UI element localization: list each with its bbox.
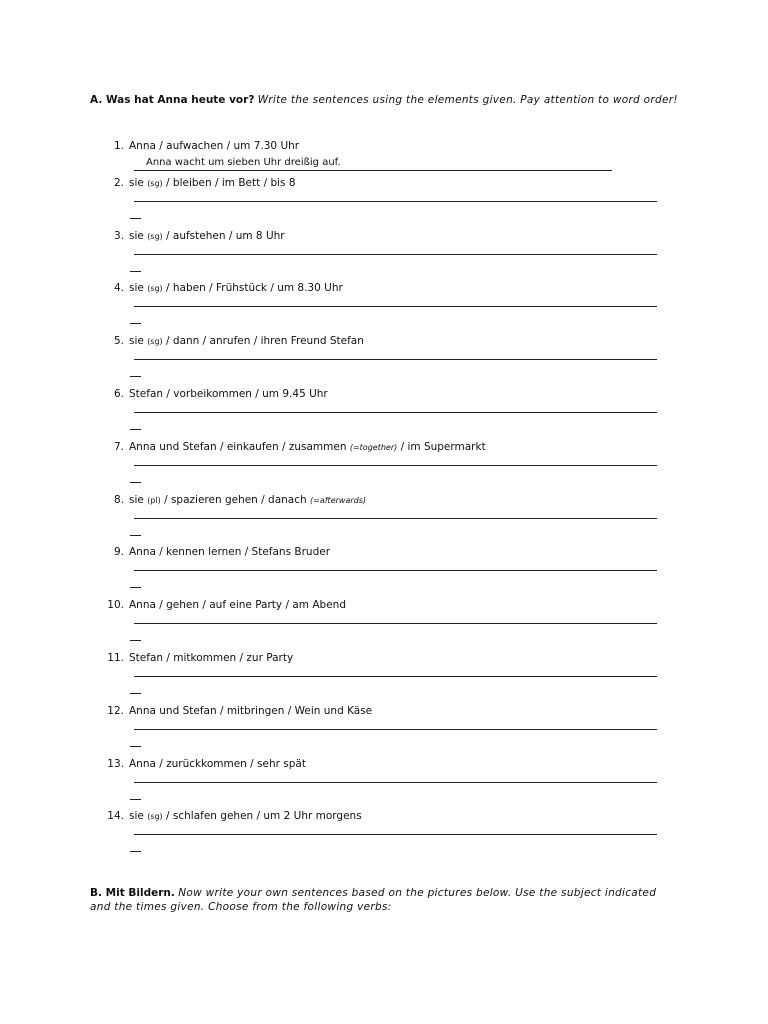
item-prompt: Anna / aufwachen / um 7.30 Uhr bbox=[129, 140, 300, 152]
exercise-item-11 bbox=[104, 652, 664, 705]
exercise-item-8 bbox=[104, 494, 664, 547]
exercise-item-7 bbox=[104, 441, 664, 494]
answer-line[interactable] bbox=[134, 834, 657, 835]
answer-line-tail bbox=[130, 271, 141, 272]
exercise-item-9 bbox=[104, 546, 664, 599]
answer-line[interactable] bbox=[134, 412, 657, 413]
grammar-note: (sg) bbox=[147, 812, 163, 822]
item-prompt: Anna / zurückkommen / sehr spät bbox=[129, 757, 306, 770]
item-number: 11. bbox=[107, 651, 124, 664]
answer-line-tail bbox=[130, 640, 141, 641]
grammar-note: (sg) bbox=[147, 178, 163, 188]
exercise-item-2 bbox=[104, 177, 664, 230]
exercise-item-5 bbox=[104, 335, 664, 388]
item-prompt: sie (sg) / haben / Frühstück / um 8.30 Uhr bbox=[129, 282, 343, 295]
item-number: 12. bbox=[107, 704, 124, 717]
answer-line-tail bbox=[130, 587, 141, 588]
answer-line-tail bbox=[130, 851, 141, 852]
item-prompt: Anna und Stefan / mitbringen / Wein und Käse bbox=[129, 704, 373, 717]
exercise-item-1 bbox=[104, 140, 664, 177]
answer-line-tail bbox=[130, 693, 141, 694]
sample-answer: Anna wacht um sieben Uhr dreißig auf. bbox=[146, 157, 341, 168]
item-number: 8. bbox=[113, 493, 124, 506]
section-b-instructions: Now write your own sentences based on the pictures below. Use the subject indicated and the times given. Choose from the following verbs: bbox=[90, 887, 657, 913]
exercise-item-3 bbox=[104, 230, 664, 283]
answer-line-tail bbox=[130, 429, 141, 430]
item-prompt: sie (sg) / schlafen gehen / um 2 Uhr morgens bbox=[129, 810, 362, 823]
answer-line[interactable] bbox=[134, 782, 657, 783]
item-number: 5. bbox=[113, 335, 124, 348]
answer-line-tail bbox=[130, 746, 141, 747]
item-number: 14. bbox=[107, 810, 124, 823]
item-prompt: sie (sg) / bleiben / im Bett / bis 8 bbox=[129, 176, 296, 189]
section-a-instructions: Write the sentences using the elements given. Pay attention to word order! bbox=[257, 94, 678, 106]
exercise-list bbox=[104, 140, 664, 863]
item-prompt: sie (sg) / dann / anrufen / ihren Freund Stefan bbox=[129, 335, 364, 348]
answer-line[interactable] bbox=[134, 623, 657, 624]
answer-line-tail bbox=[130, 218, 141, 219]
item-number: 3. bbox=[113, 229, 124, 242]
answer-line[interactable] bbox=[134, 201, 657, 202]
item-prompt: sie (pl) / spazieren gehen / danach (=afterwards) bbox=[129, 493, 367, 506]
section-b-title: B. Mit Bildern. bbox=[90, 887, 175, 899]
item-number: 4. bbox=[113, 282, 124, 295]
item-prompt: Stefan / vorbeikommen / um 9.45 Uhr bbox=[129, 387, 328, 400]
item-prompt: sie (sg) / aufstehen / um 8 Uhr bbox=[129, 229, 285, 242]
exercise-item-12 bbox=[104, 705, 664, 758]
grammar-note: (pl) bbox=[147, 495, 161, 505]
exercise-item-4 bbox=[104, 282, 664, 335]
answer-line[interactable] bbox=[134, 570, 657, 571]
grammar-note: (sg) bbox=[147, 337, 163, 347]
answer-line[interactable] bbox=[134, 465, 657, 466]
item-prompt: Stefan / mitkommen / zur Party bbox=[129, 651, 294, 664]
item-number: 9. bbox=[113, 546, 124, 559]
grammar-note: (sg) bbox=[147, 231, 163, 241]
translation-note: (=together) bbox=[349, 442, 398, 452]
answer-line-filled[interactable] bbox=[134, 157, 612, 171]
answer-line-tail bbox=[130, 376, 141, 377]
answer-line[interactable] bbox=[134, 518, 657, 519]
answer-line[interactable] bbox=[134, 676, 657, 677]
item-number: 2. bbox=[113, 176, 124, 189]
item-number: 13. bbox=[107, 757, 124, 770]
answer-line-tail bbox=[130, 482, 141, 483]
section-b-heading bbox=[90, 886, 665, 914]
exercise-item-10 bbox=[104, 599, 664, 652]
answer-line-tail bbox=[130, 323, 141, 324]
answer-line-tail bbox=[130, 535, 141, 536]
answer-line-tail bbox=[130, 799, 141, 800]
answer-line[interactable] bbox=[134, 254, 657, 255]
item-number: 6. bbox=[113, 387, 124, 400]
item-prompt: Anna / gehen / auf eine Party / am Abend bbox=[129, 599, 346, 612]
section-a-title: A. Was hat Anna heute vor? bbox=[90, 94, 255, 106]
item-prompt: Anna und Stefan / einkaufen / zusammen (=together) / im Supermarkt bbox=[129, 440, 486, 453]
exercise-item-14 bbox=[104, 810, 664, 863]
answer-line[interactable] bbox=[134, 359, 657, 360]
item-number: 10. bbox=[107, 599, 124, 612]
translation-note: (=afterwards) bbox=[310, 495, 367, 505]
answer-line[interactable] bbox=[134, 306, 657, 307]
item-prompt: Anna / kennen lernen / Stefans Bruder bbox=[129, 546, 331, 559]
answer-line[interactable] bbox=[134, 729, 657, 730]
item-number: 1. bbox=[113, 140, 124, 152]
item-number: 7. bbox=[113, 440, 124, 453]
exercise-item-6 bbox=[104, 388, 664, 441]
exercise-item-13 bbox=[104, 758, 664, 811]
grammar-note: (sg) bbox=[147, 284, 163, 294]
section-a-heading bbox=[90, 93, 730, 107]
